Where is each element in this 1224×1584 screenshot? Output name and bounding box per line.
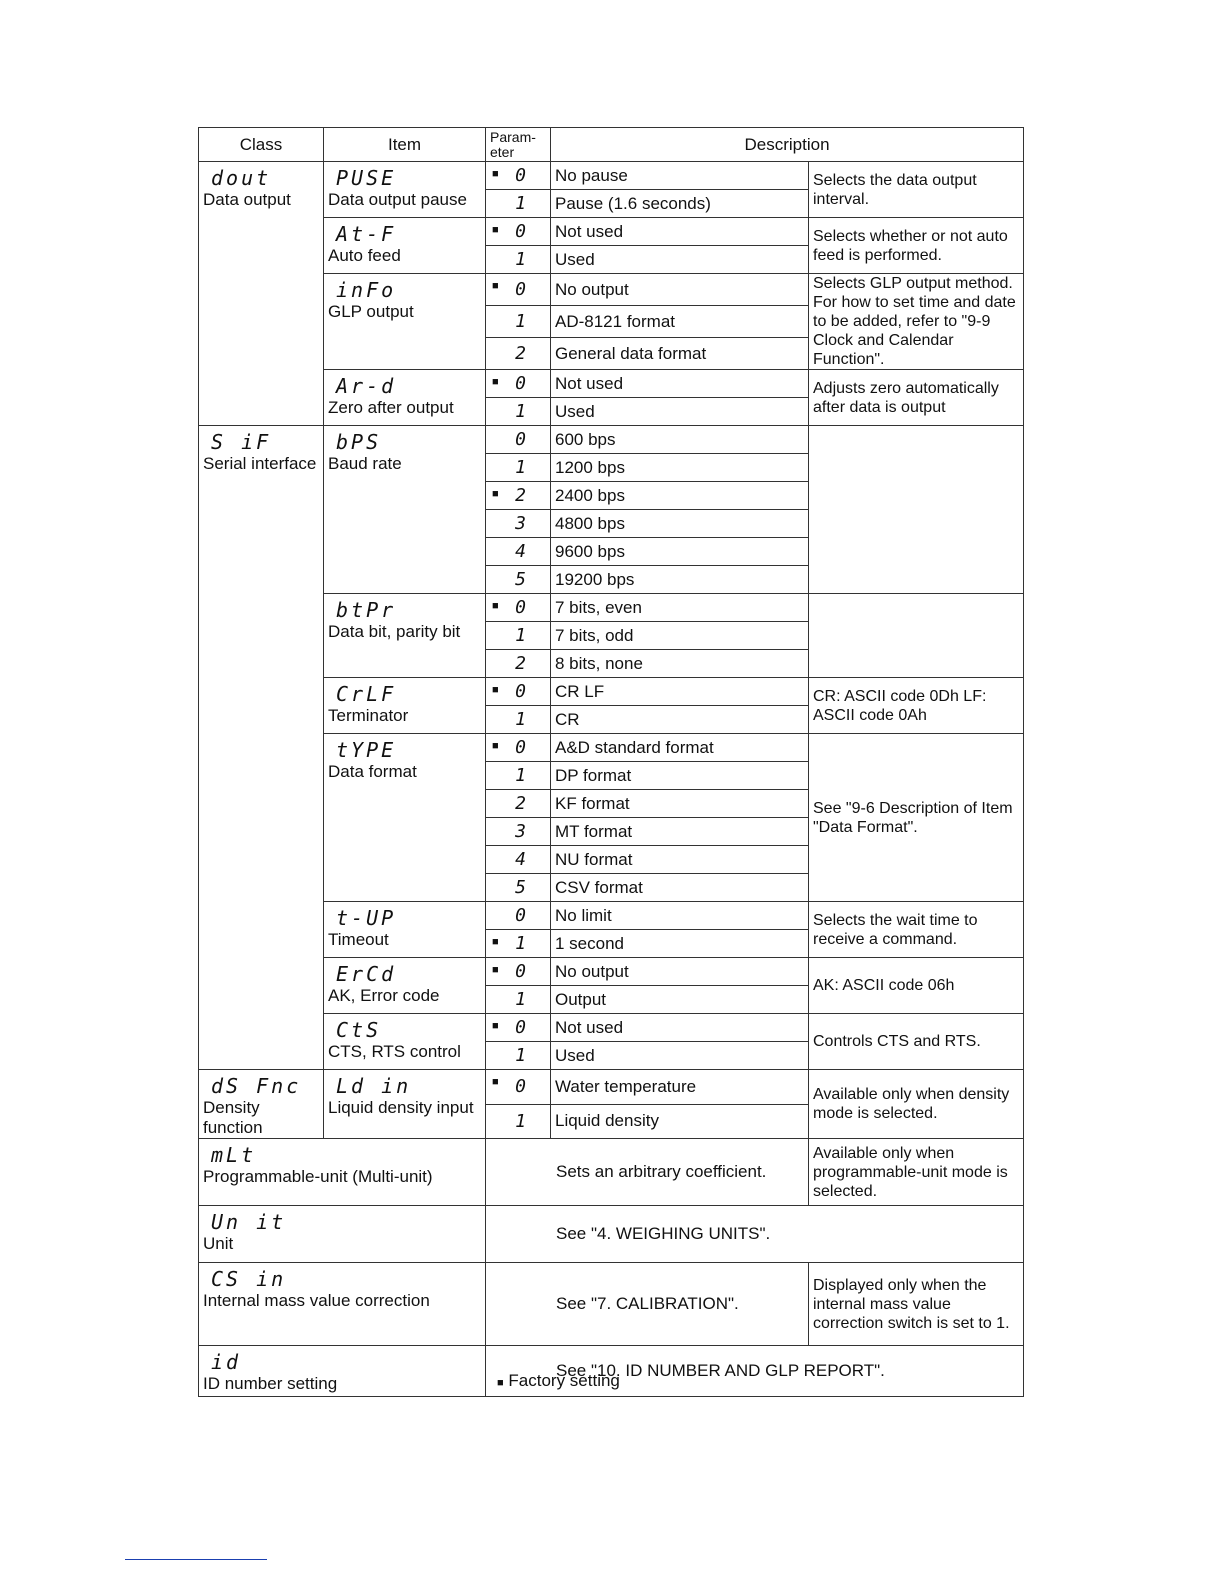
parameter-value: 4 [515, 541, 529, 562]
parameter-description: 7 bits, odd [551, 622, 809, 650]
parameter-value-cell [486, 622, 551, 650]
label: Serial interface [203, 454, 317, 473]
seven-seg-code: CS in [211, 1267, 287, 1291]
parameter-value-cell [486, 762, 551, 790]
parameter-value: 3 [515, 513, 529, 534]
parameter-value-cell [486, 986, 551, 1014]
seven-seg-code: S iF [211, 430, 272, 454]
parameter-value-cell [486, 538, 551, 566]
parameter-description: No output [551, 274, 809, 306]
parameter-value-cell [486, 650, 551, 678]
item-note: Selects whether or not auto feed is performed. [809, 218, 1024, 274]
seven-seg-code: t-UP [336, 906, 397, 930]
parameter-description: NU format [551, 846, 809, 874]
seven-seg-code: CtS [336, 1018, 382, 1042]
parameter-value: 2 [515, 793, 529, 814]
label: Data format [328, 762, 417, 781]
factory-setting-marker-icon: ■ [492, 1076, 499, 1088]
parameter-description: DP format [551, 762, 809, 790]
parameter-value-cell [486, 734, 551, 762]
item-note [809, 426, 1024, 594]
parameter-description: 2400 bps [551, 482, 809, 510]
item-cell [324, 218, 486, 274]
parameter-value: 0 [515, 1076, 529, 1098]
parameter-description: CR LF [551, 678, 809, 706]
item-cell [324, 958, 486, 1014]
factory-setting-marker-icon: ■ [492, 936, 499, 948]
factory-setting-marker-icon: ■ [492, 1020, 499, 1032]
parameter-value: 1 [515, 933, 529, 954]
table-row [199, 1070, 1024, 1105]
label: Zero after output [328, 398, 454, 417]
parameter-value: 1 [515, 989, 529, 1010]
parameter-value-cell [486, 818, 551, 846]
parameter-value-cell [486, 790, 551, 818]
parameter-value: 1 [515, 1110, 529, 1132]
header-item: Item [324, 128, 486, 162]
parameter-description: 4800 bps [551, 510, 809, 538]
parameter-value-cell [486, 1042, 551, 1070]
seven-seg-code: PUSE [336, 166, 397, 190]
parameter-value: 0 [515, 597, 529, 618]
header-row [199, 128, 1024, 162]
seven-seg-code: Ld in [336, 1074, 412, 1098]
item-note: Controls CTS and RTS. [809, 1014, 1024, 1070]
parameter-value-cell [486, 874, 551, 902]
parameter-value: 0 [515, 737, 529, 758]
item-note: Adjusts zero automatically after data is output [809, 370, 1024, 426]
factory-setting-marker-icon: ■ [492, 376, 499, 388]
item-note: Selects GLP output method. For how to set time and date to be added, refer to "9-9 Clock and Calendar Function". [809, 274, 1024, 370]
settings-table [198, 127, 1024, 1397]
item-note: Selects the wait time to receive a command. [809, 902, 1024, 958]
item-note: Selects the data output interval. [809, 162, 1024, 218]
footnote-rule [125, 1559, 267, 1560]
label: Data output [203, 190, 291, 209]
parameter-value: 5 [515, 569, 529, 590]
row-description: Sets an arbitrary coefficient. [486, 1139, 809, 1206]
item-cell [324, 1070, 486, 1139]
label: ID number setting [203, 1374, 338, 1393]
label: Internal mass value correction [203, 1291, 430, 1310]
parameter-value-cell [486, 338, 551, 370]
parameter-value: 0 [515, 681, 529, 702]
parameter-value-cell [486, 162, 551, 190]
parameter-value-cell [486, 846, 551, 874]
parameter-value: 0 [515, 1017, 529, 1038]
parameter-value-cell [486, 566, 551, 594]
parameter-description: Not used [551, 370, 809, 398]
seven-seg-code: dS Fnc [211, 1074, 302, 1098]
item-cell [324, 370, 486, 426]
parameter-value: 0 [515, 905, 529, 926]
class-cell [199, 1206, 486, 1263]
parameter-value-cell [486, 1070, 551, 1105]
label: Data output pause [328, 190, 467, 209]
parameter-description: Not used [551, 1014, 809, 1042]
parameter-value-cell [486, 1104, 551, 1139]
header-class: Class [199, 128, 324, 162]
factory-setting-marker-icon: ■ [492, 600, 499, 612]
parameter-value-cell [486, 306, 551, 338]
parameter-description: 9600 bps [551, 538, 809, 566]
header-description: Description [551, 128, 1024, 162]
factory-setting-marker-icon: ■ [492, 740, 499, 752]
parameter-value-cell [486, 426, 551, 454]
factory-setting-legend [497, 1371, 620, 1391]
parameter-value: 0 [515, 165, 529, 186]
parameter-value: 4 [515, 849, 529, 870]
item-note: AK: ASCII code 06h [809, 958, 1024, 1014]
parameter-value: 1 [515, 709, 529, 730]
seven-seg-code: inFo [336, 278, 397, 302]
parameter-value-cell [486, 246, 551, 274]
parameter-value: 1 [515, 311, 529, 332]
seven-seg-code: At-F [336, 222, 397, 246]
seven-seg-code: ErCd [336, 962, 397, 986]
parameter-value: 5 [515, 877, 529, 898]
parameter-description: No output [551, 958, 809, 986]
parameter-value: 1 [515, 401, 529, 422]
parameter-description: 19200 bps [551, 566, 809, 594]
parameter-value-cell [486, 678, 551, 706]
item-cell [324, 678, 486, 734]
parameter-value: 3 [515, 821, 529, 842]
parameter-description: Not used [551, 218, 809, 246]
class-cell [199, 1139, 486, 1206]
parameter-value: 2 [515, 343, 529, 364]
label: Liquid density input [328, 1098, 474, 1117]
label: GLP output [328, 302, 414, 321]
parameter-description: Water temperature [551, 1070, 809, 1105]
item-cell [324, 734, 486, 902]
parameter-description: General data format [551, 338, 809, 370]
table-row [199, 1263, 1024, 1346]
seven-seg-code: tYPE [336, 738, 397, 762]
parameter-value-cell [486, 594, 551, 622]
label: Programmable-unit (Multi-unit) [203, 1167, 433, 1186]
parameter-value: 1 [515, 1045, 529, 1066]
parameter-description: Used [551, 246, 809, 274]
seven-seg-code: Ar-d [336, 374, 397, 398]
parameter-description: A&D standard format [551, 734, 809, 762]
parameter-value-cell [486, 1014, 551, 1042]
parameter-value-cell [486, 370, 551, 398]
class-cell [199, 1070, 324, 1139]
parameter-value-cell [486, 274, 551, 306]
parameter-description: AD-8121 format [551, 306, 809, 338]
item-cell [324, 1014, 486, 1070]
parameter-value: 1 [515, 765, 529, 786]
seven-seg-code: Un it [211, 1210, 287, 1234]
factory-setting-marker-icon: ■ [492, 168, 499, 180]
class-cell [199, 162, 324, 426]
seven-seg-code: btPr [336, 598, 397, 622]
parameter-value: 1 [515, 457, 529, 478]
row-description: See "4. WEIGHING UNITS". [486, 1206, 1024, 1263]
parameter-value: 0 [515, 961, 529, 982]
label: Data bit, parity bit [328, 622, 461, 641]
table-row [199, 162, 1024, 190]
footer-text: Factory setting [508, 1371, 620, 1390]
row-description: See "10. ID NUMBER AND GLP REPORT". [486, 1346, 1024, 1397]
item-cell [324, 594, 486, 678]
factory-setting-marker-icon: ■ [492, 684, 499, 696]
label: Unit [203, 1234, 234, 1253]
label: Timeout [328, 930, 389, 949]
parameter-value-cell [486, 902, 551, 930]
parameter-value: 0 [515, 221, 529, 242]
parameter-description: 8 bits, none [551, 650, 809, 678]
factory-setting-marker-icon: ■ [492, 964, 499, 976]
class-cell [199, 1263, 486, 1346]
factory-setting-marker-icon: ■ [492, 488, 499, 500]
seven-seg-code: bPS [336, 430, 382, 454]
parameter-description: KF format [551, 790, 809, 818]
item-note [809, 594, 1024, 678]
label: CTS, RTS control [328, 1042, 461, 1061]
parameter-description: CSV format [551, 874, 809, 902]
parameter-description: Pause (1.6 seconds) [551, 190, 809, 218]
parameter-value-cell [486, 510, 551, 538]
parameter-value: 1 [515, 625, 529, 646]
parameter-value: 0 [515, 373, 529, 394]
parameter-description: 1200 bps [551, 454, 809, 482]
header-parameter: Param-eter [486, 128, 551, 162]
parameter-value: 1 [515, 193, 529, 214]
parameter-description: Output [551, 986, 809, 1014]
parameter-value-cell [486, 454, 551, 482]
table-row [199, 426, 1024, 454]
parameter-description: 7 bits, even [551, 594, 809, 622]
parameter-value: 0 [515, 279, 529, 300]
factory-setting-marker-icon: ■ [492, 280, 499, 292]
row-note: Displayed only when the internal mass value correction switch is set to 1. [809, 1263, 1024, 1346]
item-note: Available only when density mode is selected. [809, 1070, 1024, 1139]
table-row [199, 1139, 1024, 1206]
parameter-value-cell [486, 398, 551, 426]
parameter-description: No limit [551, 902, 809, 930]
parameter-value: 1 [515, 249, 529, 270]
item-cell [324, 274, 486, 370]
label: Auto feed [328, 246, 401, 265]
parameter-value-cell [486, 930, 551, 958]
seven-seg-code: id [211, 1350, 242, 1374]
parameter-description: 1 second [551, 930, 809, 958]
parameter-value-cell [486, 706, 551, 734]
parameter-description: Liquid density [551, 1104, 809, 1139]
table-row [199, 1206, 1024, 1263]
class-cell [199, 426, 324, 1070]
parameter-description: MT format [551, 818, 809, 846]
parameter-description: Used [551, 398, 809, 426]
class-cell [199, 1346, 486, 1397]
label: Density function [203, 1098, 263, 1137]
seven-seg-code: dout [211, 166, 272, 190]
parameter-value-cell [486, 190, 551, 218]
row-description: See "7. CALIBRATION". [486, 1263, 809, 1346]
parameter-value-cell [486, 482, 551, 510]
factory-setting-marker-icon: ■ [492, 224, 499, 236]
item-cell [324, 162, 486, 218]
item-note: CR: ASCII code 0Dh LF: ASCII code 0Ah [809, 678, 1024, 734]
parameter-description: CR [551, 706, 809, 734]
row-note: Available only when programmable-unit mode is selected. [809, 1139, 1024, 1206]
parameter-description: Used [551, 1042, 809, 1070]
parameter-description: No pause [551, 162, 809, 190]
factory-marker-icon: ■ [497, 1377, 504, 1389]
label: AK, Error code [328, 986, 440, 1005]
label: Terminator [328, 706, 409, 725]
parameter-description: 600 bps [551, 426, 809, 454]
parameter-value: 2 [515, 485, 529, 506]
item-cell [324, 902, 486, 958]
item-cell [324, 426, 486, 594]
seven-seg-code: CrLF [336, 682, 397, 706]
seven-seg-code: mLt [211, 1143, 257, 1167]
label: Baud rate [328, 454, 402, 473]
parameter-value: 2 [515, 653, 529, 674]
item-note: See "9-6 Description of Item "Data Format". [809, 734, 1024, 902]
parameter-value: 0 [515, 429, 529, 450]
parameter-value-cell [486, 218, 551, 246]
parameter-value-cell [486, 958, 551, 986]
